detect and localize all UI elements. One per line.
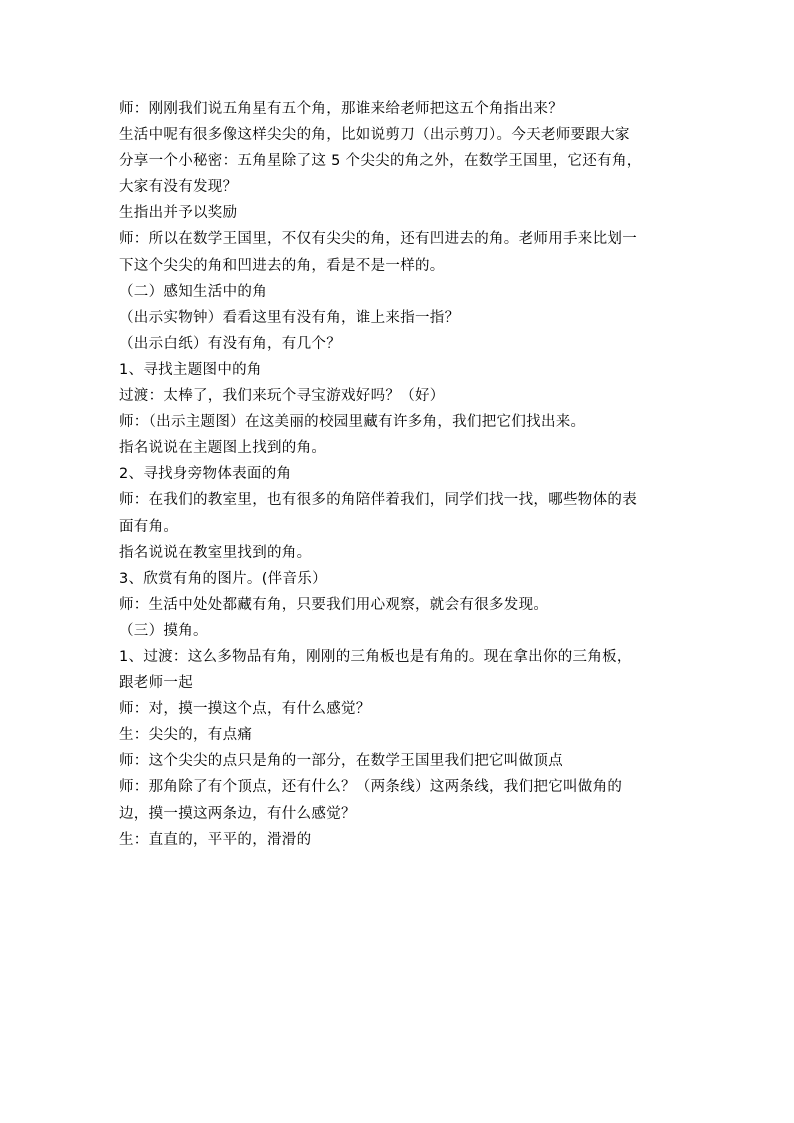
text-line: 指名说说在教室里找到的角。 bbox=[119, 544, 312, 561]
subsection-heading: 3、欣赏有角的图片。(伴音乐） bbox=[119, 570, 327, 587]
text-line: 师：对，摸一摸这个点，有什么感觉？ bbox=[119, 701, 371, 718]
text-line: 生：直直的，平平的，滑滑的 bbox=[119, 831, 312, 848]
text-line: 师：（出示主题图）在这美丽的校园里藏有许多角，我们把它们找出来。 bbox=[119, 414, 586, 431]
text-line: （出示白纸）有没有角，有几个？ bbox=[119, 335, 341, 352]
text-line: 1、过渡：这么多物品有角，刚刚的三角板也是有角的。现在拿出你的三角板， bbox=[119, 648, 632, 665]
text-line: 师：这个尖尖的点只是角的一部分，在数学王国里我们把它叫做顶点 bbox=[119, 753, 563, 770]
text-line: 师：所以在数学王国里，不仅有尖尖的角，还有凹进去的角。老师用手来比划一 bbox=[119, 231, 637, 248]
text-line: 边，摸一摸这两条边，有什么感觉？ bbox=[119, 805, 356, 822]
subsection-heading: 1、寻找主题图中的角 bbox=[119, 361, 262, 378]
text-line: 生活中呢有很多像这样尖尖的角，比如说剪刀（出示剪刀）。今天老师要跟大家 bbox=[119, 127, 630, 144]
text-line: 过渡：太棒了，我们来玩个寻宝游戏好吗？（好） bbox=[119, 388, 445, 405]
text-line: 生指出并予以奖励 bbox=[119, 205, 238, 222]
subsection-heading: 2、寻找身旁物体表面的角 bbox=[119, 466, 292, 483]
text-line: 分享一个小秘密：五角星除了这 5 个尖尖的角之外，在数学王国里，它还有角， bbox=[119, 153, 642, 170]
text-line: 跟老师一起 bbox=[119, 675, 193, 692]
section-heading: （二）感知生活中的角 bbox=[119, 283, 267, 300]
text-line: 大家有没有发现？ bbox=[119, 179, 238, 196]
text-line: （出示实物钟）看看这里有没有角，谁上来指一指？ bbox=[119, 309, 460, 326]
text-line: 师：那角除了有个顶点，还有什么？（两条线）这两条线，我们把它叫做角的 bbox=[119, 779, 623, 796]
text-line: 师：生活中处处都藏有角，只要我们用心观察，就会有很多发现。 bbox=[119, 596, 549, 613]
document-body bbox=[119, 96, 679, 853]
section-heading: （三）摸角。 bbox=[119, 622, 208, 639]
text-line: 面有角。 bbox=[119, 518, 179, 535]
text-line: 师：在我们的教室里，也有很多的角陪伴着我们，同学们找一找，哪些物体的表 bbox=[119, 492, 637, 509]
text-line: 师：刚刚我们说五角星有五个角，那谁来给老师把这五个角指出来？ bbox=[119, 101, 563, 117]
text-line: 下这个尖尖的角和凹进去的角，看是不是一样的。 bbox=[119, 257, 445, 274]
text-line: 生：尖尖的，有点痛 bbox=[119, 727, 253, 744]
text-line: 指名说说在主题图上找到的角。 bbox=[119, 440, 327, 457]
